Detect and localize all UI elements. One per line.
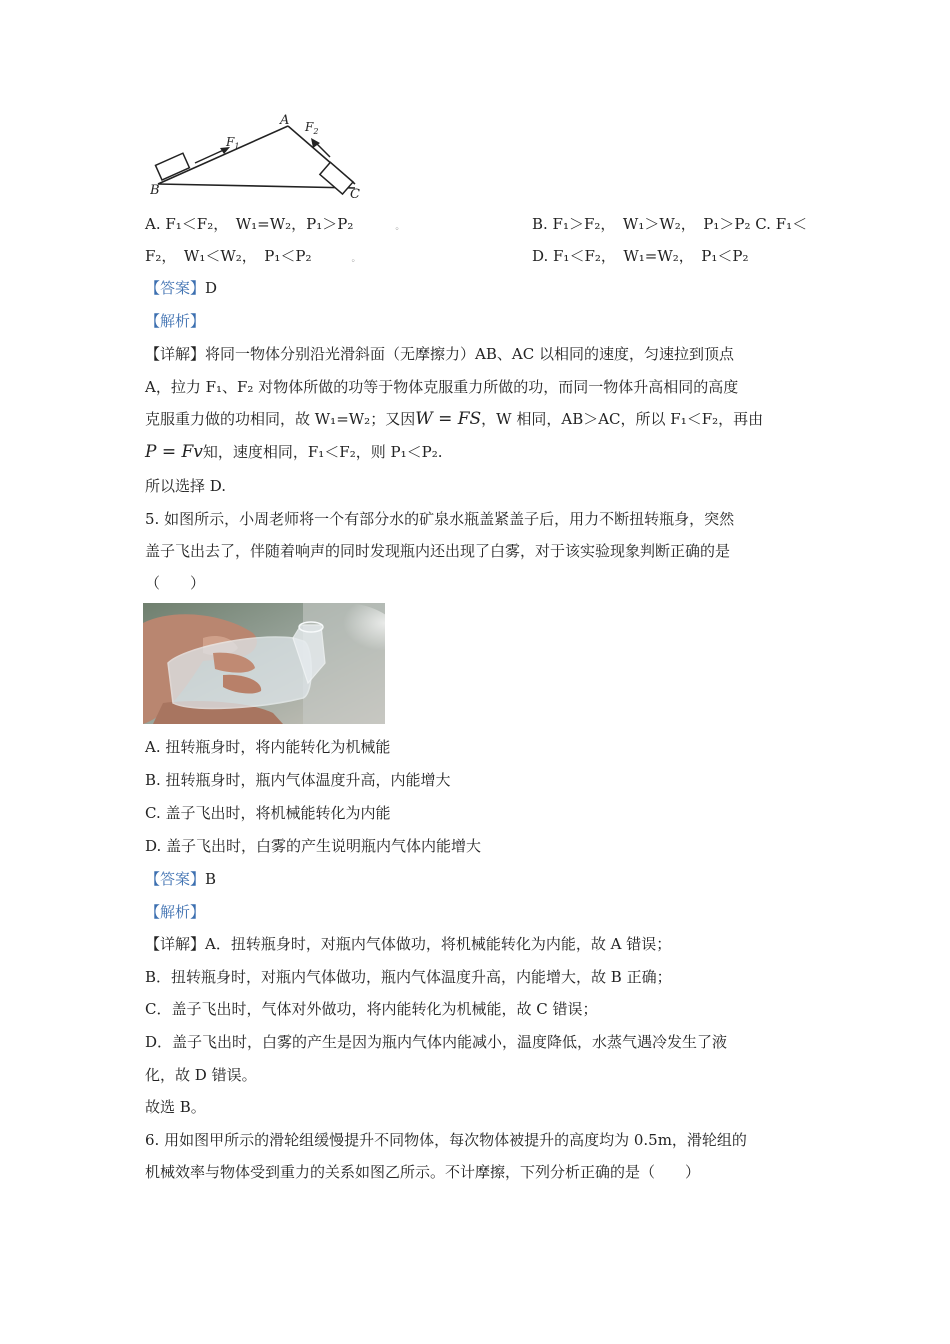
q4-detail-line-2: A，拉力 F₁、F₂ 对物体所做的功等于物体克服重力所做的功，而同一物体升高相同的高度 <box>145 378 739 396</box>
analysis-tag: 【解析】 <box>145 312 206 330</box>
q4-analysis-tag <box>145 311 205 331</box>
q4-detail-line-4 <box>145 442 442 462</box>
q5-option-b: B. 扭转瓶身时，瓶内气体温度升高，内能增大 <box>145 771 451 789</box>
answer-value: D <box>205 279 218 297</box>
label-B: B <box>150 183 160 198</box>
q5-stem-line-2: 盖子飞出去了，伴随着响声的同时发现瓶内还出现了白雾，对于该实验现象判断正确的是 <box>145 542 731 560</box>
detail-text: 将同一物体分别沿光滑斜面（无摩擦力）AB、AC 以相同的速度，匀速拉到顶点 <box>205 345 734 363</box>
detail-text: ，W 相同，AB＞AC，所以 F₁＜F₂，再由 <box>481 410 764 428</box>
q4-option-c-text: F₂， W₁＜W₂， P₁＜P₂ <box>145 247 312 265</box>
formula-p-fv: P = Fv <box>145 442 203 462</box>
q6-stem-line-2: 机械效率与物体受到重力的关系如图乙所示。不计摩擦，下列分析正确的是（ ） <box>145 1163 701 1181</box>
bottle-photo <box>143 603 385 724</box>
answer-value: B <box>205 870 217 888</box>
q5-answer <box>145 869 216 889</box>
q4-answer <box>145 278 217 298</box>
label-F2: $F_2$ <box>305 120 319 136</box>
q6-stem-line-1: 6. 用如图甲所示的滑轮组缓慢提升不同物体，每次物体被提升的高度均为 0.5m，滑轮组的 <box>145 1131 747 1149</box>
q4-option-c <box>145 246 361 269</box>
q4-option-d: D. F₁＜F₂， W₁=W₂， P₁＜P₂ <box>532 247 749 265</box>
q5-analysis-tag <box>145 902 205 922</box>
block-on-AB <box>155 153 189 180</box>
q5-stem-line-1: 5. 如图所示，小周老师将一个有部分水的矿泉水瓶盖紧盖子后，用力不断扭转瓶身，突然 <box>145 510 735 528</box>
q5-stem-line-3: （ ） <box>145 574 206 592</box>
q4-option-a <box>145 214 404 237</box>
incline-diagram <box>150 112 370 198</box>
detail-text: 知，速度相同，F₁＜F₂，则 P₁＜P₂. <box>202 443 443 461</box>
q5-option-c: C. 盖子飞出时，将机械能转化为内能 <box>145 804 391 822</box>
q5-option-d: D. 盖子飞出时，白雾的产生说明瓶内气体内能增大 <box>145 837 482 855</box>
answer-tag: 【答案】 <box>145 279 206 297</box>
q4-option-a-mark: 。 <box>395 222 405 232</box>
q4-option-a-text: A. F₁＜F₂， W₁=W₂，P₁＞P₂ <box>145 215 354 233</box>
q4-option-b: B. F₁＞F₂， W₁＞W₂， P₁＞P₂ C. F₁＜ <box>532 215 808 233</box>
q5-detail-d-2: 化，故 D 错误。 <box>145 1066 257 1084</box>
detail-text: 克服重力做的功相同，故 W₁=W₂；又因 <box>145 410 416 428</box>
q5-detail-b: B．扭转瓶身时，对瓶内气体做功，瓶内气体温度升高，内能增大，故 B 正确； <box>145 968 672 986</box>
q5-detail-d-1: D．盖子飞出时，白雾的产生是因为瓶内气体内能减小，温度降低，水蒸气遇冷发生了液 <box>145 1033 728 1051</box>
base-BC <box>158 184 355 188</box>
q5-detail-a <box>145 934 671 954</box>
q5-detail-c: C．盖子飞出时，气体对外做功，将内能转化为机械能，故 C 错误； <box>145 1000 598 1018</box>
detail-tag: 【详解】 <box>145 345 206 363</box>
q4-detail-line-3 <box>145 409 763 429</box>
q4-option-c-mark: 。 <box>351 254 361 264</box>
detail-tag: 【详解】 <box>145 935 206 953</box>
block-on-AC <box>320 162 353 194</box>
answer-tag: 【答案】 <box>145 870 206 888</box>
detail-text: A．扭转瓶身时，对瓶内气体做功，将机械能转化为内能，故 A 错误； <box>205 935 672 953</box>
label-A: A <box>280 113 290 128</box>
q5-option-a: A. 扭转瓶身时，将内能转化为机械能 <box>145 738 391 756</box>
formula-w-fs: W = FS <box>415 409 482 429</box>
analysis-tag: 【解析】 <box>145 903 206 921</box>
q4-detail-line-1 <box>145 344 734 364</box>
label-F1: $F_1$ <box>226 135 240 151</box>
q5-conclusion: 故选 B。 <box>145 1098 206 1116</box>
q4-conclusion: 所以选择 D. <box>145 477 227 495</box>
label-C: C <box>350 187 360 198</box>
